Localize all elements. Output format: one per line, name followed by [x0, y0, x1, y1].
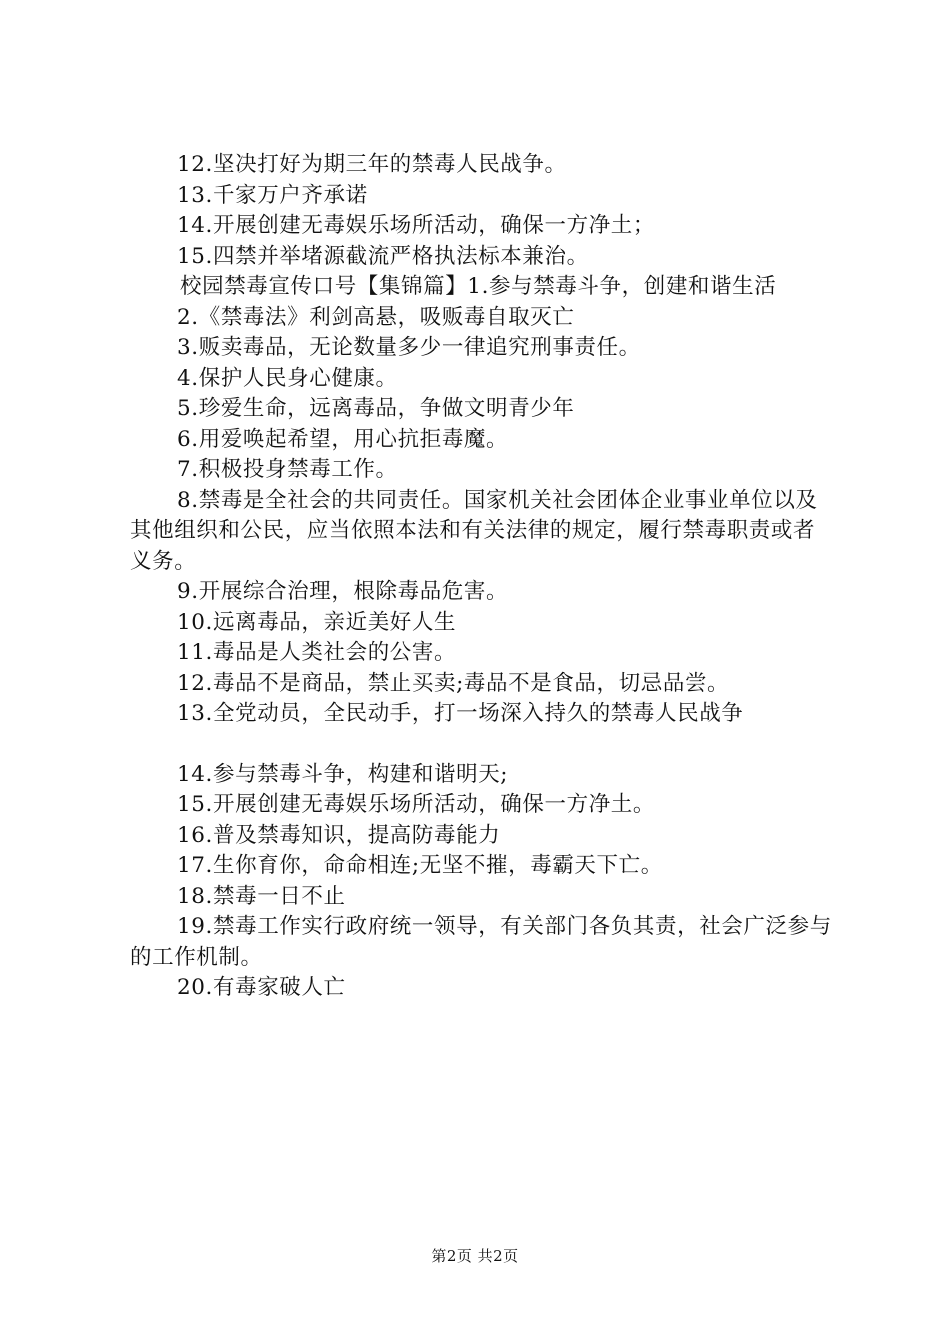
slogan-line: 5.珍爱生命，远离毒品，争做文明青少年 [177, 396, 575, 421]
slogan-line: 4.保护人民身心健康。 [177, 365, 398, 391]
slogan-line: 6.用爱唤起希望，用心抗拒毒魔。 [177, 426, 509, 452]
slogan-line: 7.积极投身禁毒工作。 [177, 457, 398, 482]
slogan-line: 14.参与禁毒斗争，构建和谐明天; [177, 761, 509, 787]
slogan-paragraph: 8.禁毒是全社会的共同责任。国家机关社会团体企业事业单位以及其他组织和公民，应当依照本法和有关法律的规定，履行禁毒职责或者义务。 [130, 487, 818, 574]
section-heading-line: 校园禁毒宣传口号【集锦篇】1.参与禁毒斗争，创建和谐生活 [180, 274, 777, 299]
slogan-line: 11.毒品是人类社会的公害。 [177, 640, 457, 665]
slogan-line: 9.开展综合治理，根除毒品危害。 [177, 579, 509, 604]
page-number-footer: 第2页 共2页 [431, 1247, 519, 1265]
slogan-line: 3.贩卖毒品，无论数量多少一律追究刑事责任。 [177, 335, 641, 360]
slogan-paragraph: 19.禁毒工作实行政府统一领导，有关部门各负其责，社会广泛参与的工作机制。 [130, 914, 832, 970]
slogan-line: 12.毒品不是商品，禁止买卖;毒品不是食品，切忌品尝。 [177, 670, 730, 696]
slogan-line: 15.开展创建无毒娱乐场所活动，确保一方净土。 [177, 792, 655, 817]
slogan-line: 17.生你育你，命命相连;无坚不摧，毒霸天下亡。 [177, 853, 663, 878]
document-body [130, 150, 835, 1004]
slogan-line: 13.千家万户齐承诺 [177, 182, 368, 208]
slogan-line: 20.有毒家破人亡 [177, 975, 346, 1000]
slogan-line: 12.坚决打好为期三年的禁毒人民战争。 [177, 152, 567, 177]
slogan-line: 16.普及禁毒知识，提高防毒能力 [177, 822, 501, 848]
paragraph-gap [130, 730, 835, 760]
slogan-line: 14.开展创建无毒娱乐场所活动，确保一方净土； [177, 213, 655, 238]
slogan-line: 15.四禁并举堵源截流严格执法标本兼治。 [177, 243, 589, 269]
slogan-line: 10.远离毒品，亲近美好人生 [177, 609, 457, 635]
slogan-line: 13.全党动员，全民动手，打一场深入持久的禁毒人民战争 [177, 701, 744, 726]
slogan-line: 2.《禁毒法》利剑高悬，吸贩毒自取灭亡 [177, 304, 575, 330]
slogan-line: 18.禁毒一日不止 [177, 883, 346, 909]
